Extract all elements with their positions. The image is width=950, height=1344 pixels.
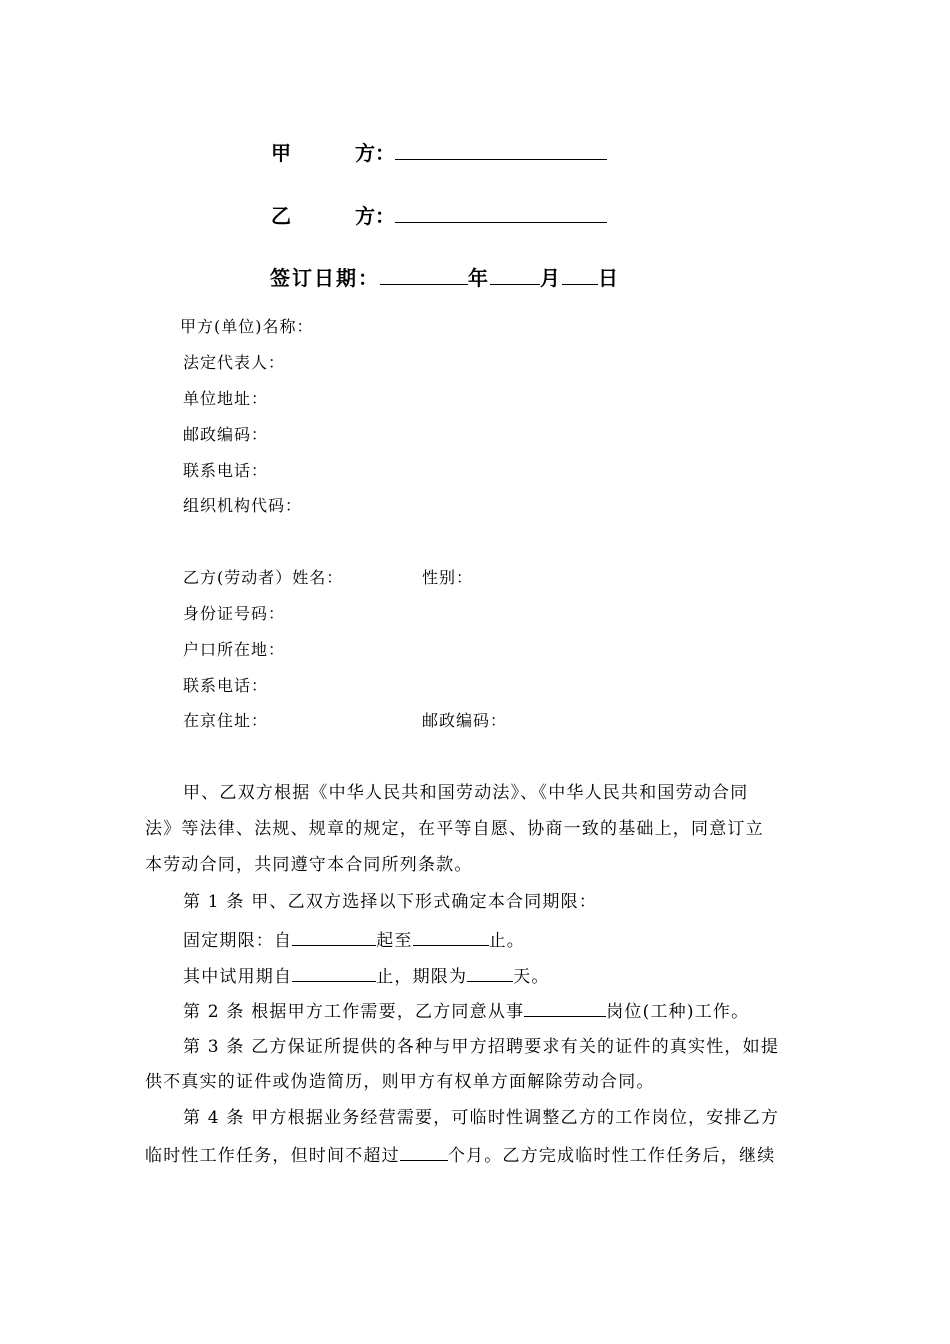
trial-duration-label: 止，期限为: [376, 967, 468, 987]
article-4-line-2: [145, 1143, 775, 1167]
party-b-address-label: 在京住址：: [183, 711, 269, 730]
party-a-org-code-label: 组织机构代码：: [183, 496, 303, 515]
fixed-end-blank[interactable]: [413, 928, 489, 946]
day-blank[interactable]: [562, 264, 598, 285]
party-b-phone-label: 联系电话：: [183, 676, 269, 695]
party-a-blank[interactable]: [395, 139, 607, 160]
party-b-hukou-label: 户口所在地：: [183, 640, 286, 659]
intro-line-3: 本劳动合同，共同遵守本合同所列条款。: [145, 855, 473, 875]
year-label: 年: [468, 266, 490, 290]
party-a-address-label: 单位地址：: [183, 389, 269, 408]
party-b-blank[interactable]: [395, 202, 607, 223]
fixed-start-blank[interactable]: [292, 928, 376, 946]
fixed-term-label: 固定期限：自: [183, 931, 293, 951]
year-blank[interactable]: [380, 264, 468, 285]
party-b-signature-line: [271, 202, 607, 229]
article-2: [183, 999, 749, 1023]
fixed-end-label: 止。: [488, 931, 526, 951]
article-4-line-1: 第 4 条 甲方根据业务经营需要，可临时性调整乙方的工作岗位，安排乙方: [183, 1108, 780, 1128]
position-blank[interactable]: [524, 999, 606, 1017]
party-b-label: 乙: [271, 204, 291, 228]
article-1: 第 1 条 甲、乙双方选择以下形式确定本合同期限：: [183, 892, 598, 912]
party-a-name-label: 甲方(单位)名称：: [180, 317, 314, 336]
party-a-phone-label: 联系电话：: [183, 461, 269, 480]
signing-date-line: [270, 264, 620, 291]
party-a-colon-label: 方：: [355, 141, 395, 165]
trial-days-label: 天。: [513, 967, 550, 987]
party-a-signature-line: [271, 139, 607, 166]
party-a-postcode-label: 邮政编码：: [183, 425, 269, 444]
trial-days-blank[interactable]: [467, 964, 513, 982]
months-blank[interactable]: [400, 1143, 448, 1161]
party-a-label: 甲: [271, 141, 291, 165]
month-label: 月: [540, 266, 562, 290]
party-b-postcode-label: 邮政编码：: [422, 711, 508, 730]
article-2-position-label: 岗位(工种)工作。: [606, 1002, 750, 1022]
trial-label: 其中试用期自: [183, 967, 293, 987]
article-3-line-1: 第 3 条 乙方保证所提供的各种与甲方招聘要求有关的证件的真实性，如提: [183, 1037, 780, 1057]
article-4-text: 临时性工作任务，但时间不超过: [145, 1146, 400, 1166]
party-b-name-label: 乙方(劳动者）姓名：: [183, 568, 344, 587]
party-b-colon-label: 方：: [355, 204, 395, 228]
article-3-line-2: 供不真实的证件或伪造简历，则甲方有权单方面解除劳动合同。: [145, 1072, 655, 1092]
fixed-to-label: 起至: [376, 931, 413, 951]
party-b-gender-label: 性别：: [422, 568, 474, 587]
party-a-rep-label: 法定代表人：: [183, 353, 286, 372]
trial-period-line: [183, 964, 550, 988]
intro-line-1: 甲、乙双方根据《中华人民共和国劳动法》、《中华人民共和国劳动合同: [183, 783, 749, 803]
month-blank[interactable]: [490, 264, 540, 285]
intro-line-2: 法》等法律、法规、规章的规定，在平等自愿、协商一致的基础上，同意订立: [145, 819, 764, 839]
party-b-id-label: 身份证号码：: [183, 604, 286, 623]
fixed-term-line: [183, 928, 525, 952]
trial-end-blank[interactable]: [292, 964, 376, 982]
article-4-continued-text: 个月。乙方完成临时性工作任务后，继续: [447, 1146, 776, 1166]
article-2-text: 第 2 条 根据甲方工作需要，乙方同意从事: [183, 1002, 525, 1022]
day-label: 日: [598, 266, 620, 290]
date-label: 签订日期：: [270, 266, 380, 290]
